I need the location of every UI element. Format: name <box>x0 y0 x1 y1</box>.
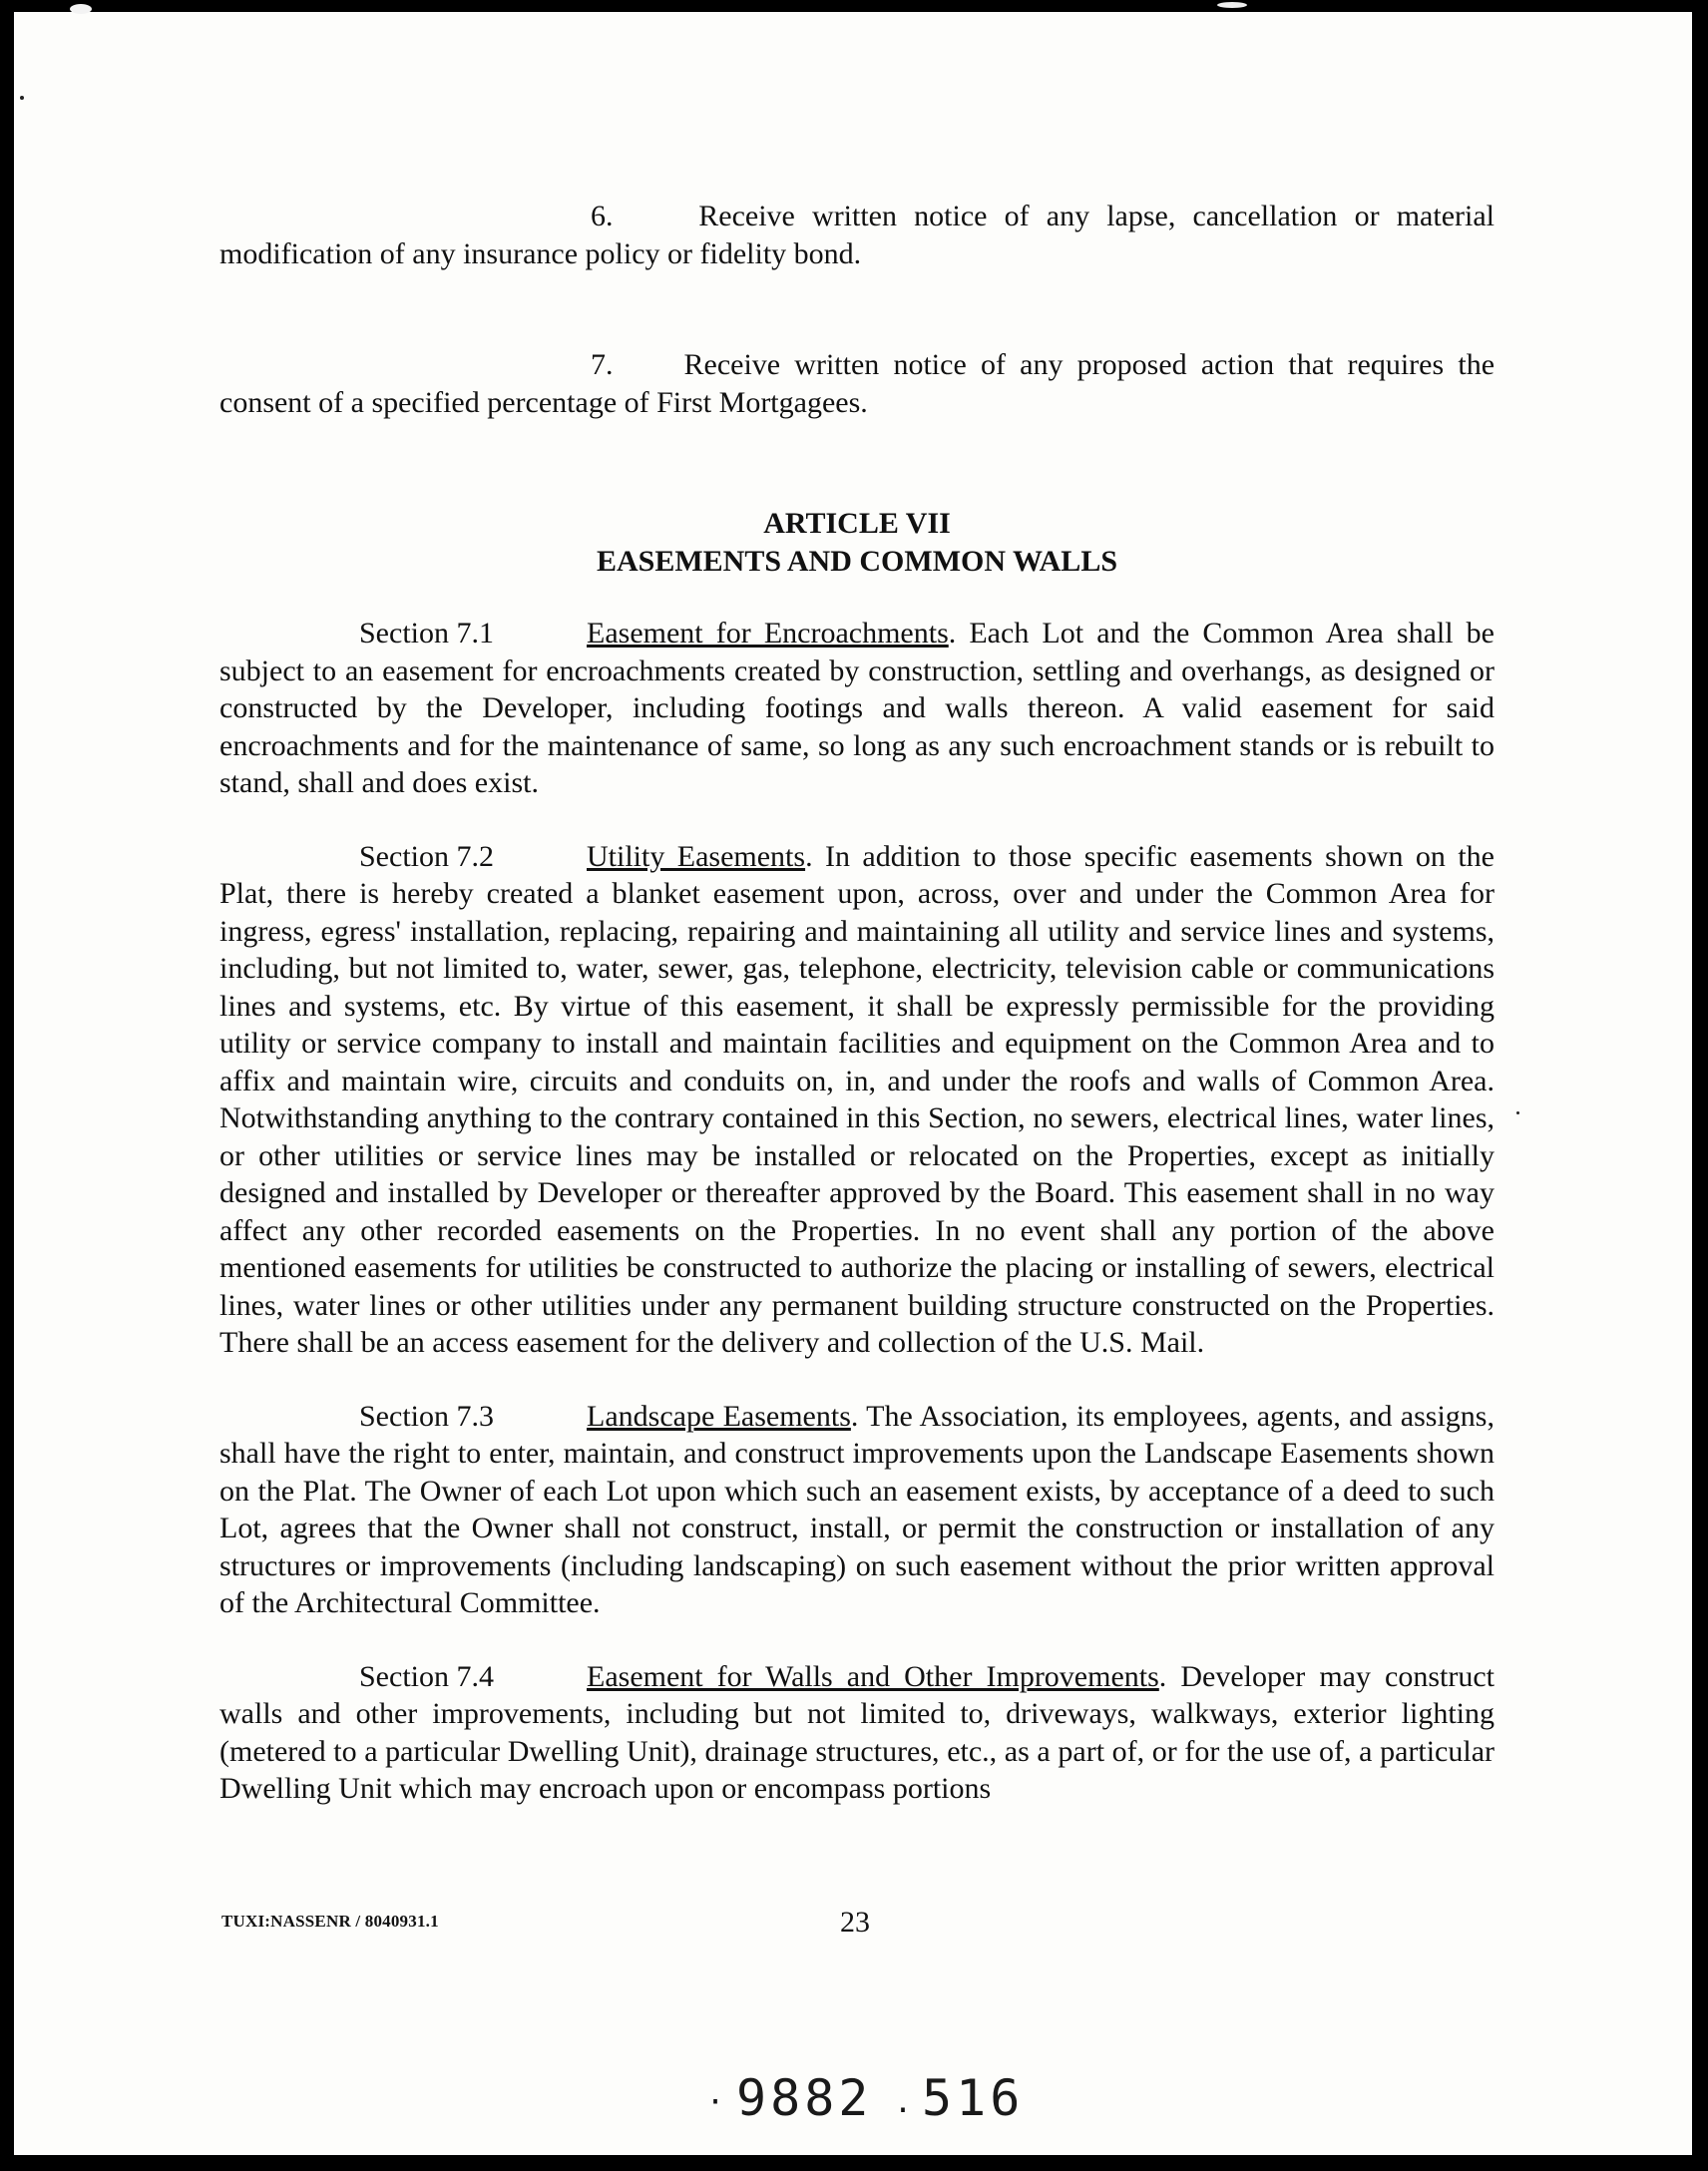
stamp-mark-icon: . <box>894 2085 913 2120</box>
list-item-number: 6. <box>591 200 614 232</box>
article-number: ARTICLE VII <box>763 507 951 540</box>
stamp-mark-icon: · <box>706 2085 725 2120</box>
section-paragraph <box>219 1398 1494 1622</box>
section-7-1 <box>219 615 1494 802</box>
scan-border-top <box>0 0 1708 12</box>
section-paragraph <box>219 615 1494 802</box>
scan-border-bottom <box>0 2155 1708 2171</box>
recording-stamp-book: 9882 <box>736 2069 873 2127</box>
section-body: . The Association, its employees, agents, and assigns, shall have the right to enter, maintain, and construct improvements upon the Landscape Easements shown on the Plat. The Owner of each Lot upon which such an easement exists, by acceptance of a deed to such Lot, agrees that the Owner shall not construct, install, or permit the construction or installation of any structures or improvements (including landscaping) on such easement without the prior written approval of the Architectural Committee. <box>219 1399 1494 1619</box>
list-item-text: Receive written notice of any proposed action that requires the consent of a specified percentage of First Mortgagees. <box>219 348 1495 419</box>
list-item-paragraph <box>219 198 1494 272</box>
section-number: Section 7.4 <box>359 1659 494 1693</box>
scan-border-right <box>1692 0 1708 2171</box>
section-title: Easement for Walls and Other Improvements <box>587 1659 1159 1693</box>
article-heading <box>219 505 1494 581</box>
scan-speck <box>1217 2 1247 8</box>
section-body: . Each Lot and the Common Area shall be subject to an easement for encroachments created by construction, settling and overhangs, as designed or constructed by the Developer, including footings and walls thereon. A valid easement for said encroachments and for the maintenance of same, so long as any such encroachment stands or is rebuilt to stand, shall and does exist. <box>219 617 1494 799</box>
section-number: Section 7.3 <box>359 1399 494 1433</box>
document-body <box>219 198 1494 1808</box>
section-title: Utility Easements <box>587 839 806 873</box>
scan-speck <box>70 4 92 14</box>
section-title: Landscape Easements <box>587 1399 851 1433</box>
section-body: . Developer may construct walls and other improvements, including but not limited to, driveways, walkways, exterior lighting (metered to a particular Dwelling Unit), drainage structures, etc., as a part of, or for the use of, a particular Dwelling Unit which may encroach upon or encompass portions <box>219 1659 1494 1805</box>
page-number: 23 <box>840 1906 870 1939</box>
section-paragraph <box>219 838 1494 1362</box>
section-7-4 <box>219 1658 1494 1808</box>
recording-stamp-page: 516 <box>922 2069 1025 2127</box>
section-number: Section 7.1 <box>359 617 494 650</box>
section-number: Section 7.2 <box>359 839 494 873</box>
list-item <box>219 198 1494 272</box>
section-paragraph <box>219 1658 1494 1808</box>
scan-speck <box>20 96 24 100</box>
scan-speck <box>1516 1111 1519 1114</box>
scan-border-left <box>0 0 14 2171</box>
list-item-paragraph <box>219 346 1494 421</box>
section-body: . In addition to those specific easements shown on the Plat, there is hereby created a blanket easement upon, across, over and under the Common Area for ingress, egress' installation, replacing, repairing and maintaining all utility and service lines and systems, including, but not limited to, water, sewer, gas, telephone, electricity, television cable or communications lines and systems, etc. By virtue of this easement, it shall be expressly permissible for the providing utility or service company to install and maintain facilities and equipment on the Common Area and to affix and maintain wire, circuits and conduits on, in, and under the roofs and walls of Common Area. Notwithstanding anything to the contrary contained in this Section, no sewers, electrical lines, water lines, or other utilities or service lines may be installed or relocated on the Properties, except as initially designed and installed by Developer or thereafter approved by the Board. This easement shall in no way affect any other recorded easements on the Properties. In no event shall any portion of the above mentioned easements for utilities be constructed to authorize the placing or installing of sewers, electrical lines, water lines or other utilities under any permanent building structure constructed on the Properties. There shall be an access easement for the delivery and collection of the U.S. Mail. <box>219 839 1494 1359</box>
section-title: Easement for Encroachments <box>587 617 949 650</box>
footer-document-id: TUXI:NASSENR / 8040931.1 <box>221 1912 439 1931</box>
section-7-3 <box>219 1398 1494 1622</box>
list-item-number: 7. <box>591 348 614 381</box>
list-item <box>219 346 1494 421</box>
section-7-2 <box>219 838 1494 1362</box>
article-title: EASEMENTS AND COMMON WALLS <box>596 545 1118 578</box>
list-item-text: Receive written notice of any lapse, cancellation or material modification of any insurance policy or fidelity bond. <box>219 200 1494 270</box>
